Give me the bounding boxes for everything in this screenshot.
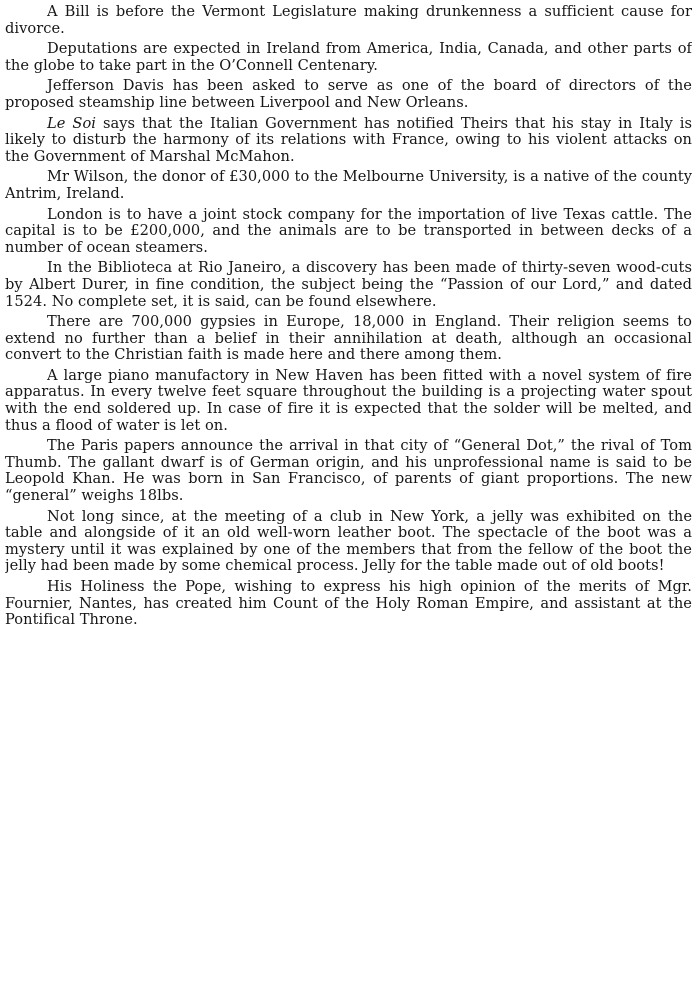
- news-item-le-soi-text: says that the Italian Government has notified Theirs that his stay in Italy is likely to disturb the harmony of its relations with France, owing to his violent attacks on the Government of Marshal McMahon.: [5, 114, 692, 165]
- news-item-general-dot: The Paris papers announce the arrival in that city of “General Dot,” the rival of Tom Thumb. The gallant dwarf is of German origin, and his unprofessional name is said to be Leopold Khan. He was born in San Francisco, of parents of giant proportions. The new “general” weighs 18lbs.: [5, 437, 692, 505]
- news-column: [5, 4, 692, 987]
- news-item-jelly-boot: Not long since, at the meeting of a club in New York, a jelly was exhibited on the table and alongside of it an old well-worn leather boot. The spectacle of the boot was a mystery until it was explained by one of the members that from the fellow of the boot the jelly had been made by some chemical process. Jelly for the table made out of old boots!: [5, 507, 692, 575]
- news-item-texas-cattle: London is to have a joint stock company for the importation of live Texas cattle. The capital is to be £200,000, and the animals are to be transported in between decks of a number of ocean steamers.: [5, 205, 692, 256]
- news-item-vermont-divorce-bill: A Bill is before the Vermont Legislature making drunkenness a sufficient cause for divorce.: [5, 4, 692, 37]
- news-item-piano-fire-apparatus: A large piano manufactory in New Haven has been fitted with a novel system of fire apparatus. In every twelve feet square throughout the building is a projecting water spout with the end soldered up. In case of fire it is expected that the solder will be melted, and thus a flood of water is let on.: [5, 366, 692, 434]
- news-item-jefferson-davis: Jefferson Davis has been asked to serve as one of the board of directors of the proposed steamship line between Liverpool and New Orleans.: [5, 77, 692, 111]
- news-item-albert-durer: In the Biblioteca at Rio Janeiro, a discovery has been made of thirty-seven wood-cuts by Albert Durer, in fine condition, the subject being the “Passion of our Lord,” and dated 1524. No complete set, it is said, can be found elsewhere.: [5, 259, 692, 310]
- news-item-pope: His Holiness the Pope, wishing to express his high opinion of the merits of Mgr. Fournier, Nantes, has created him Count of the Holy Roman Empire, and assistant at the Pontifical Throne.: [5, 578, 692, 629]
- news-item-mr-wilson: Mr Wilson, the donor of £30,000 to the Melbourne University, is a native of the county Antrim, Ireland.: [5, 168, 692, 202]
- news-item-le-soi: [5, 116, 692, 166]
- news-item-gypsies: There are 700,000 gypsies in Europe, 18,000 in England. Their religion seems to extend no further than a belief in their annihilation at death, although an occasional convert to the Christian faith is made here and there among them.: [5, 313, 692, 364]
- news-item-oconnell-centenary: Deputations are expected in Ireland from America, India, Canada, and other parts of the globe to take part in the O’Connell Centenary.: [5, 40, 692, 74]
- newspaper-title-le-soi: Le Soi: [47, 114, 96, 132]
